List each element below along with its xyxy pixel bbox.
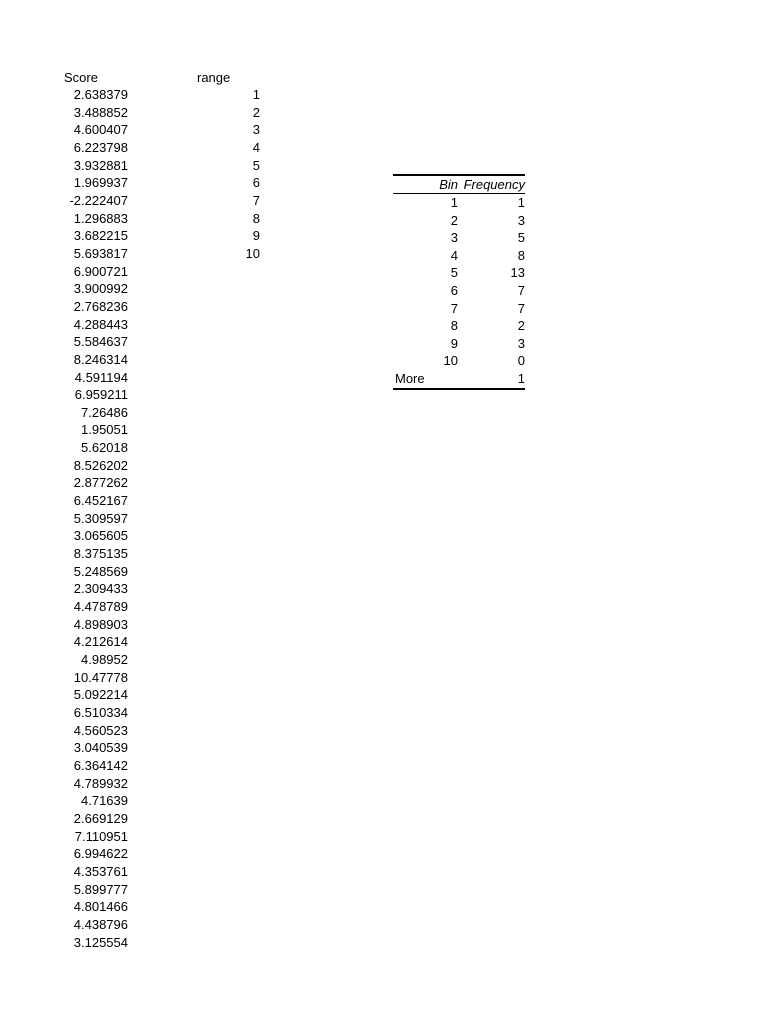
frequency-table [393,174,525,390]
score-cell: 4.212614 [73,634,128,650]
frequency-table-row [393,247,525,265]
bin-cell: 4 [450,247,458,263]
frequency-table-row [393,370,525,388]
range-column-header: range [197,70,231,85]
range-cell: 8 [252,210,260,226]
score-cell: 5.309597 [73,510,128,526]
score-cell: 6.994622 [73,846,128,862]
range-cell: 9 [252,228,260,244]
bin-cell: 6 [450,282,458,298]
score-cell: 5.62018 [81,440,128,456]
bin-cell: 8 [450,318,458,334]
score-cell: 5.092214 [73,687,128,703]
bin-cell: 2 [450,212,458,228]
frequency-table-row [393,264,525,282]
score-cell: 4.98952 [81,652,128,667]
score-cell: 8.375135 [73,546,128,562]
score-cell: 4.71639 [81,793,128,809]
score-cell: 7.26486 [81,404,128,420]
range-cell: 7 [252,192,260,208]
range-cell: 1 [252,87,260,102]
score-cell: 4.898903 [73,616,128,632]
score-cell: 4.353761 [73,863,128,879]
frequency-table-header [393,176,525,194]
score-cell: 5.248569 [73,563,128,579]
score-cell: 4.789932 [73,775,128,791]
bin-cell: 1 [450,195,458,210]
score-cell: 6.959211 [74,387,128,403]
bin-header: Bin [439,177,458,192]
score-cell: 2.669129 [73,810,128,826]
bin-cell: More [395,370,425,386]
frequency-table-row [393,317,525,335]
frequency-cell: 3 [517,212,525,228]
frequency-cell: 5 [517,230,525,246]
frequency-cell: 7 [517,282,525,298]
frequency-cell: 8 [517,247,525,263]
bin-cell: 3 [450,230,458,246]
range-cell: 3 [252,122,260,138]
score-cell: 3.488852 [73,104,128,120]
frequency-header: Frequency [463,177,525,192]
score-cell: 1.969937 [73,175,128,191]
range-cell: 6 [252,175,260,191]
score-cell: 1.296883 [73,210,128,226]
score-cell: 3.040539 [73,740,128,756]
score-cell: 4.600407 [73,122,128,138]
score-cell: 5.584637 [73,334,128,350]
bin-cell: 10 [443,353,458,369]
bin-cell: 7 [450,300,458,316]
score-cell: 4.478789 [73,599,128,615]
score-cell: 3.065605 [73,528,128,544]
frequency-table-row [393,282,525,300]
score-cell: 8.526202 [73,457,128,473]
score-cell: 7.110951 [74,828,128,844]
score-cell: 1.95051 [81,422,128,438]
score-cell: 4.591194 [74,369,128,385]
score-cell: 3.682215 [73,228,128,244]
score-cell: 6.364142 [73,757,128,773]
score-cell: 2.768236 [73,298,128,314]
range-cell: 5 [252,157,260,173]
frequency-cell: 3 [517,335,525,351]
frequency-table-row [393,212,525,230]
score-cell: 4.288443 [73,316,128,332]
score-cell: 6.452167 [73,493,128,509]
score-column [40,86,128,951]
score-column-header: Score [64,70,98,85]
score-cell: 2.877262 [73,475,128,491]
bin-cell: 9 [450,335,458,351]
score-cell: 10.47778 [73,669,128,685]
frequency-cell: 2 [517,318,525,334]
score-cell: 6.223798 [73,139,128,155]
frequency-cell: 0 [517,353,525,369]
frequency-table-row [393,229,525,247]
range-cell: 4 [252,139,260,155]
range-column [200,86,260,263]
score-cell: 4.801466 [73,899,128,915]
score-cell: 6.510334 [73,704,128,720]
score-cell: 3.932881 [73,157,128,173]
score-cell: 4.438796 [73,916,128,932]
range-cell: 2 [252,104,260,120]
frequency-table-body [393,194,525,388]
score-cell: 5.899777 [73,881,128,897]
frequency-table-row [393,335,525,353]
frequency-cell: 13 [510,265,525,281]
bin-cell: 5 [450,265,458,281]
score-cell: 5.693817 [73,245,128,261]
score-cell: 4.560523 [73,722,128,738]
frequency-table-row [393,194,525,212]
frequency-cell: 1 [517,195,525,210]
score-cell: 2.309433 [73,581,128,597]
frequency-cell: 7 [517,300,525,316]
score-cell: 6.900721 [73,263,128,279]
score-cell: 3.125554 [73,934,128,950]
frequency-table-row [393,300,525,318]
frequency-table-row [393,352,525,370]
range-cell: 10 [245,245,260,261]
score-cell: 8.246314 [73,351,128,367]
frequency-cell: 1 [517,370,525,386]
score-cell: 2.638379 [73,87,128,102]
score-cell: -2.222407 [69,192,128,208]
score-cell: 3.900992 [73,281,128,297]
